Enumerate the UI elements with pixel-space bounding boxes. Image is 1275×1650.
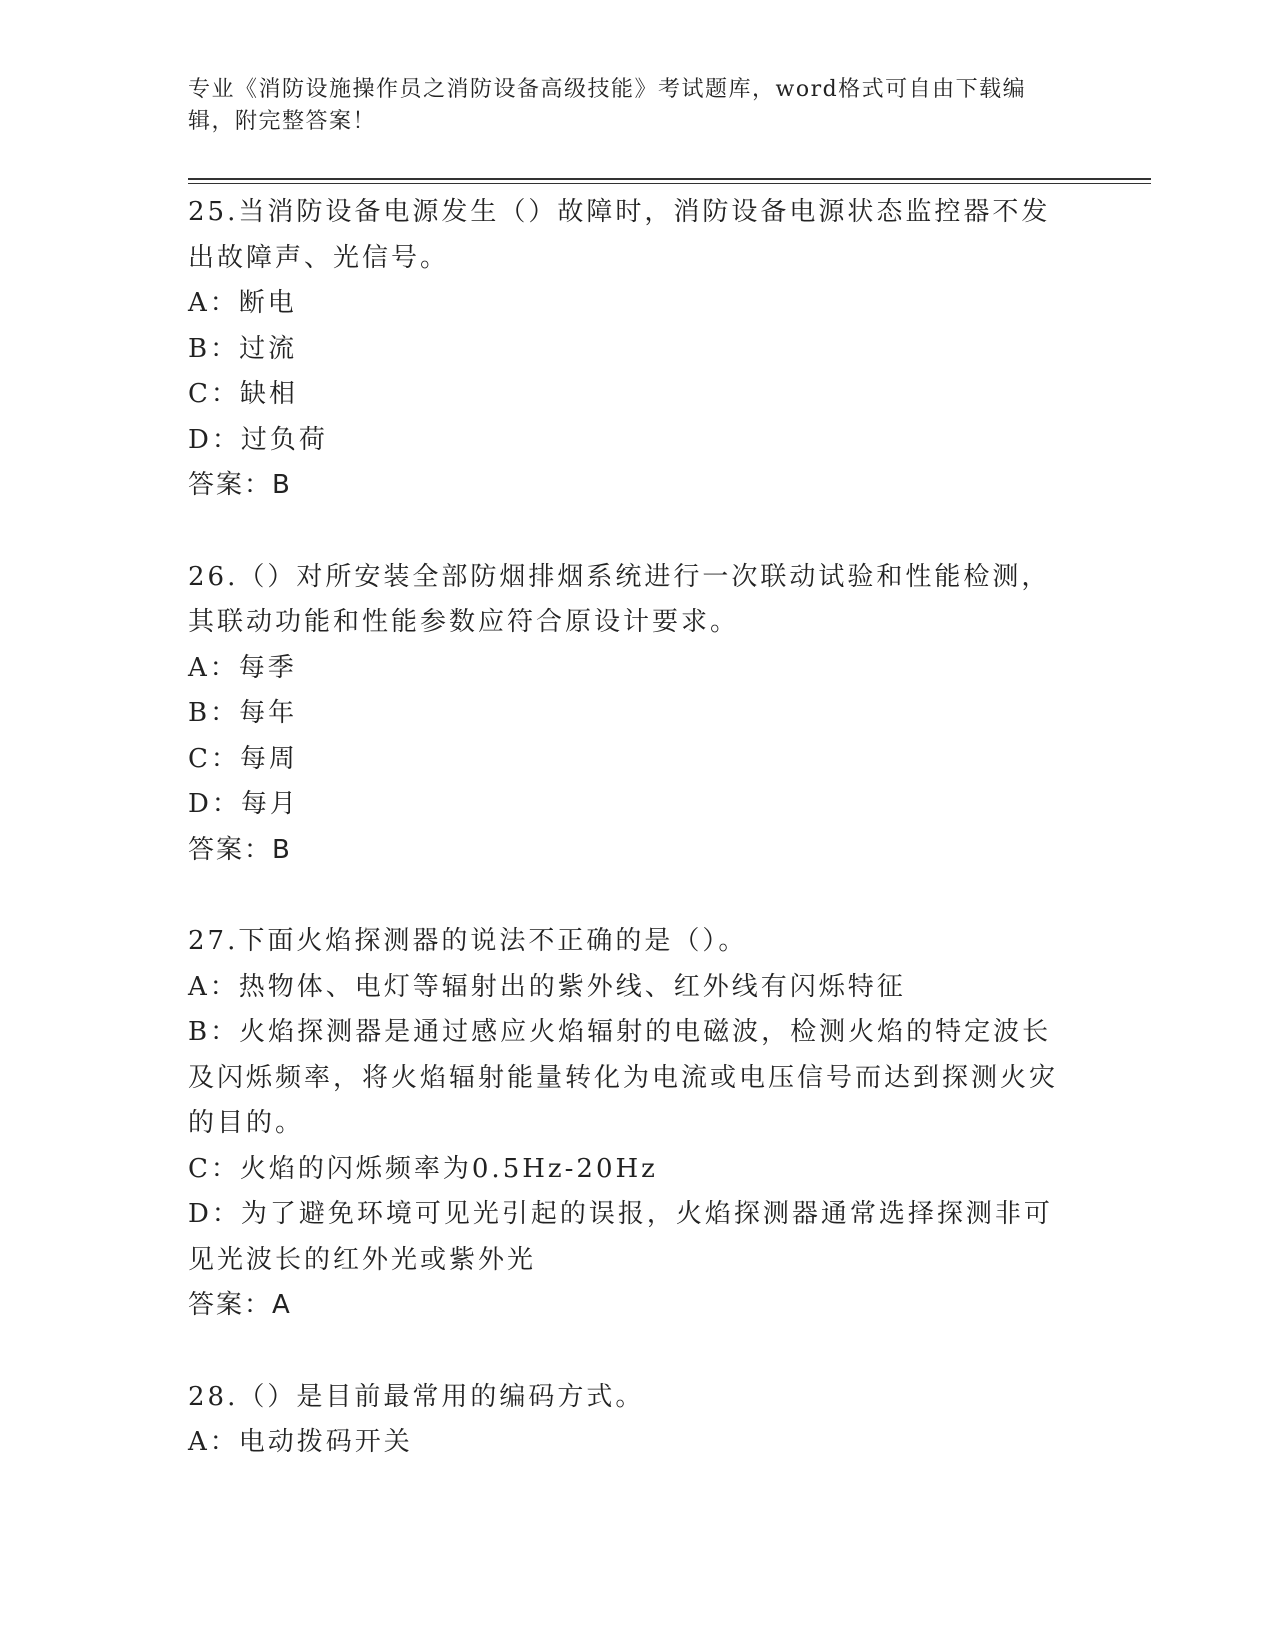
answer: 答案：B: [188, 470, 292, 500]
question-list: [188, 190, 1078, 1512]
question-stem: 25.当消防设备电源发生（）故障时，消防设备电源状态监控器不发出故障声、光信号。: [188, 197, 1051, 273]
option-a: A：电动拨码开关: [188, 1427, 413, 1457]
option-b: B：每年: [188, 698, 298, 728]
option-c: C：缺相: [188, 379, 298, 409]
option-d: D：为了避免环境可见光引起的误报，火焰探测器通常选择探测非可见光波长的红外光或紫外光: [188, 1199, 1053, 1275]
answer: 答案：B: [188, 834, 292, 865]
option-b: B：火焰探测器是通过感应火焰辐射的电磁波，检测火焰的特定波长及闪烁频率，将火焰辐射能量转化为电流或电压信号而达到探测火灾的目的。: [188, 1017, 1059, 1138]
option-b: B：过流: [188, 333, 298, 364]
option-d: D：过负荷: [188, 424, 328, 455]
option-a: A：断电: [188, 288, 297, 318]
question-stem: 27.下面火焰探测器的说法不正确的是（）。: [188, 926, 748, 956]
question-27: [188, 919, 1078, 1329]
question-stem: 28.（）是目前最常用的编码方式。: [188, 1381, 645, 1412]
option-c: C：每周: [188, 743, 298, 774]
question-28: [188, 1375, 1078, 1466]
header-divider: [188, 178, 1151, 180]
header-divider-thin: [188, 183, 1151, 184]
answer: 答案：A: [188, 1290, 292, 1320]
option-c: C：火焰的闪烁频率为0.5Hz-20Hz: [188, 1153, 658, 1184]
question-26: [188, 555, 1078, 874]
header-note: 专业《消防设施操作员之消防设备高级技能》考试题库，word格式可自由下载编辑，附完整答案！: [188, 77, 1027, 134]
question-25: [188, 190, 1078, 509]
option-d: D：每月: [188, 789, 299, 819]
option-a: A：每季: [188, 652, 297, 683]
question-stem: 26.（）对所安装全部防烟排烟系统进行一次联动试验和性能检测，其联动功能和性能参数应符合原设计要求。: [188, 561, 1051, 637]
option-a: A：热物体、电灯等辐射出的紫外线、红外线有闪烁特征: [188, 971, 906, 1002]
